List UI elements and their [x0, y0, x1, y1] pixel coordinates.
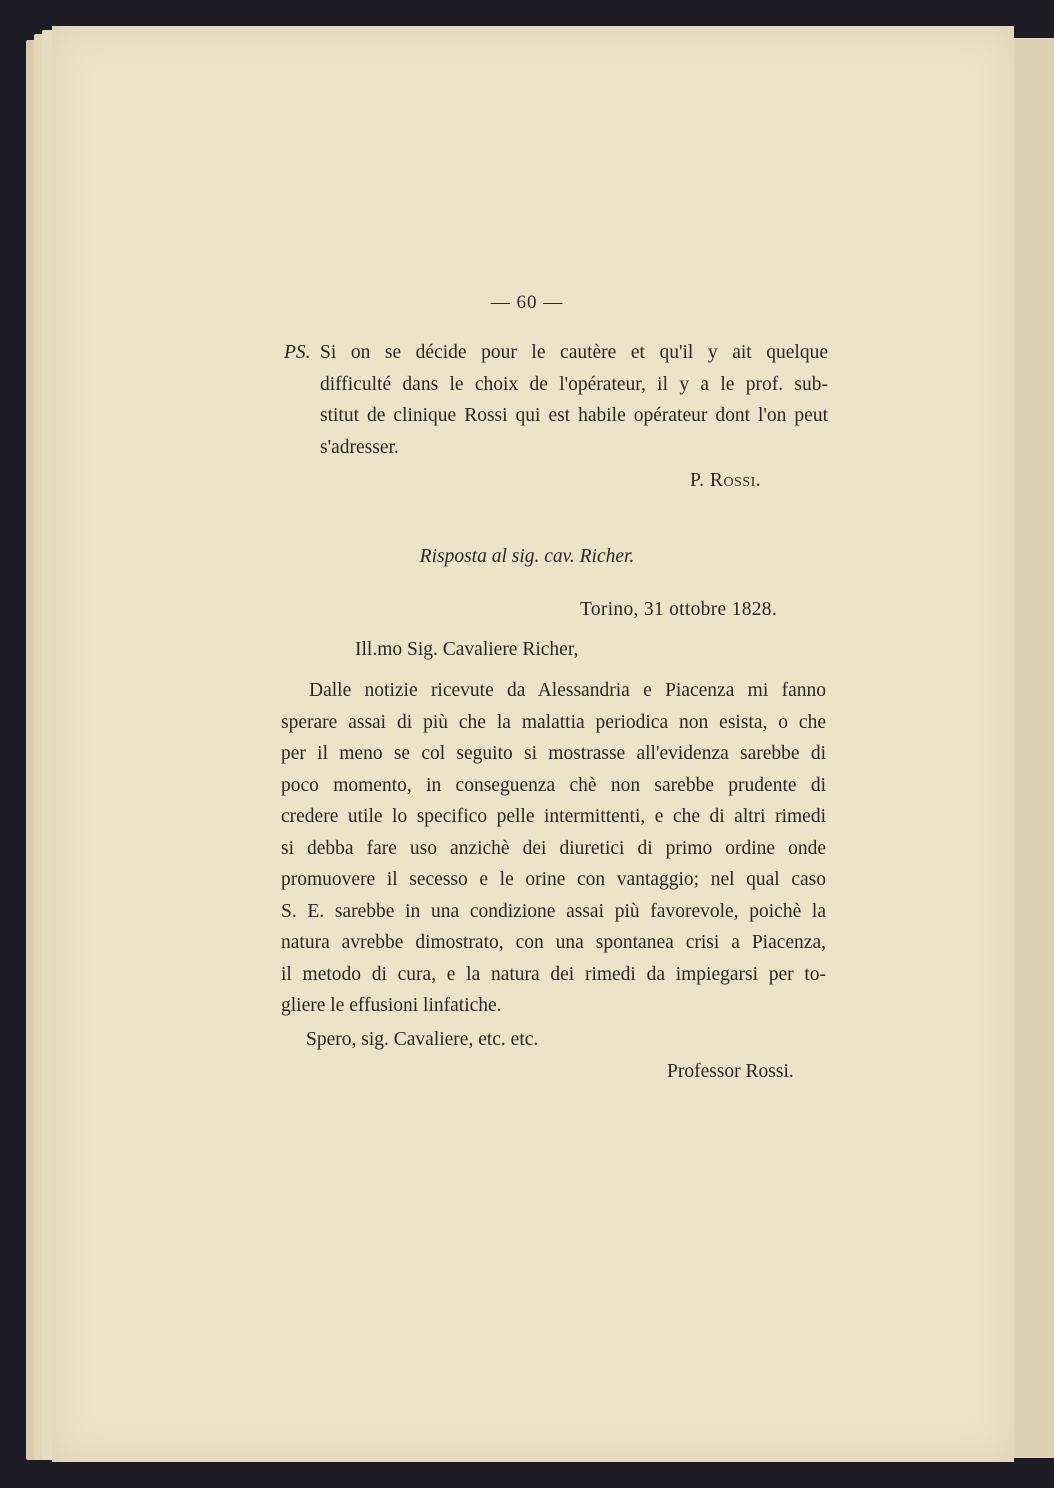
- postscript-line: difficulté dans le choix de l'opérateur, il y a le prof. sub-: [320, 373, 828, 395]
- letter-heading: Risposta al sig. cav. Richer.: [419, 546, 635, 567]
- body-line: sperare assai di più che la malattia periodica non esista, o che: [281, 711, 826, 733]
- letter-body: [281, 675, 826, 1022]
- body-line: Dalle notizie ricevute da Alessandria e Piacenza mi fanno: [309, 680, 826, 701]
- postscript-label: PS.: [284, 342, 311, 363]
- postscript-signature: P. Rossi.: [690, 470, 762, 491]
- facing-page-edge: [1012, 38, 1054, 1458]
- body-line: natura avrebbe dimostrato, con una spontanea crisi a Piacenza,: [281, 932, 826, 953]
- closing: Spero, sig. Cavaliere, etc. etc.: [306, 1029, 539, 1050]
- salutation: Ill.mo Sig. Cavaliere Richer,: [355, 639, 579, 660]
- dateline: Torino, 31 ottobre 1828.: [580, 599, 778, 620]
- body-line: gliere le effusioni linfatiche.: [281, 995, 502, 1016]
- body-line: per il meno se col seguito si mostrasse all'evidenza sarebbe di: [281, 743, 826, 764]
- body-line: poco momento, in conseguenza chè non sarebbe prudente di: [281, 774, 826, 796]
- body-line: si debba fare uso anzichè dei diuretici di primo ordine onde: [281, 837, 826, 859]
- signature-text: Professor Rossi.: [667, 1061, 794, 1082]
- postscript-line: s'adresser.: [320, 436, 399, 458]
- signature: [667, 1056, 794, 1088]
- postscript: [284, 337, 828, 463]
- body-line: credere utile lo specifico pelle intermittenti, e che di altri rimedi: [281, 806, 826, 827]
- body-line: S. E. sarebbe in una condizione assai più favorevole, poichè la: [281, 900, 826, 922]
- body-line: promuovere il secesso e le orine con vantaggio; nel qual caso: [281, 869, 826, 890]
- page-number: — 60 —: [490, 292, 564, 313]
- postscript-line: Si on se décide pour le cautère et qu'il y ait quelque: [320, 342, 828, 363]
- postscript-line: stitut de clinique Rossi qui est habile opérateur dont l'on peut: [320, 405, 828, 426]
- body-line: il metodo di cura, e la natura dei rimedi da impiegarsi per to-: [281, 963, 826, 985]
